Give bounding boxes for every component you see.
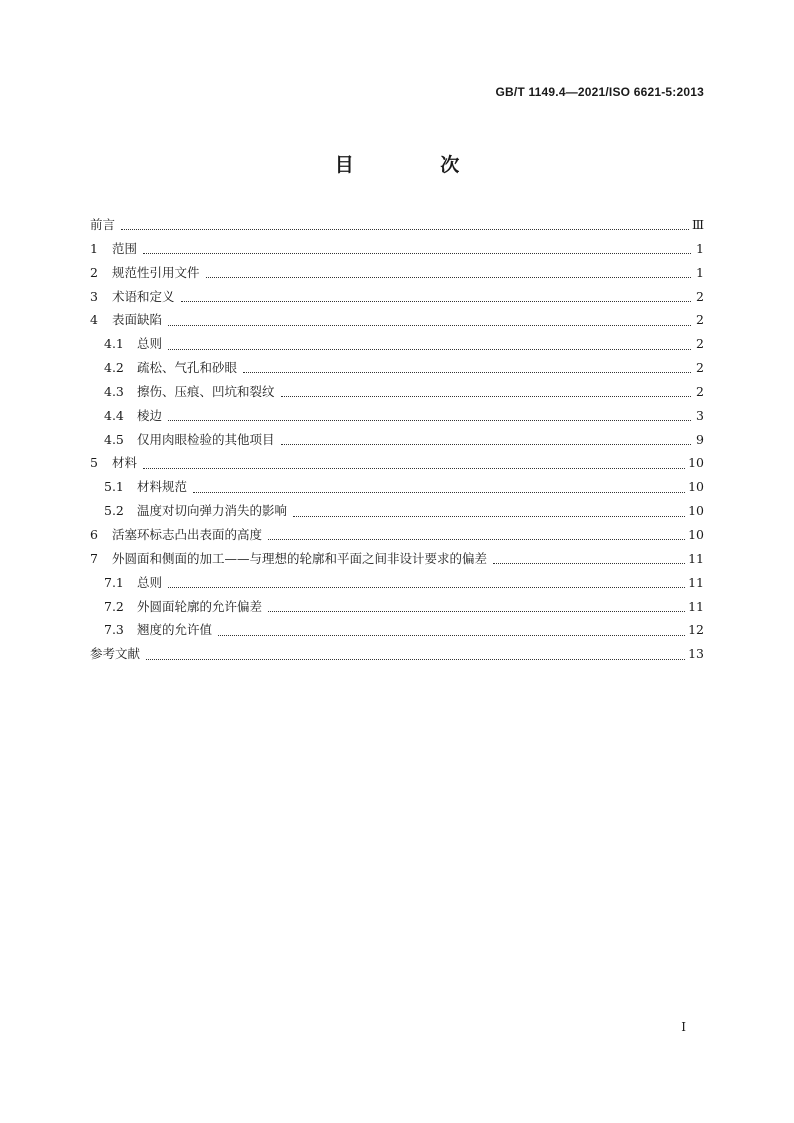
- toc-entry-page: 2: [696, 336, 704, 352]
- toc-leader-dots: [281, 396, 691, 397]
- toc-entry-label: 擦伤、压痕、凹坑和裂纹: [137, 383, 275, 399]
- toc-entry[interactable]: [90, 644, 704, 668]
- toc-entry[interactable]: [90, 620, 704, 644]
- toc-entry-label: 总则: [137, 574, 163, 590]
- toc-entry-page: 11: [688, 598, 704, 614]
- toc-entry-number: 7.1: [104, 574, 124, 590]
- toc-entry-number: 4.2: [104, 360, 124, 376]
- toc-entry-page: 11: [688, 550, 704, 566]
- toc-entry-number: 5.1: [104, 479, 124, 495]
- toc-entry-number: 5: [90, 455, 98, 471]
- toc-entry[interactable]: [90, 573, 704, 597]
- toc-entry-page: 10: [688, 455, 704, 471]
- toc-entry[interactable]: [90, 239, 704, 263]
- toc-entry[interactable]: [90, 501, 704, 525]
- toc-leader-dots: [268, 539, 685, 540]
- toc-leader-dots: [143, 468, 685, 469]
- toc-entry-page: 12: [688, 622, 704, 638]
- toc-entry-label: 总则: [137, 336, 163, 352]
- toc-entry-page: 2: [696, 312, 704, 328]
- toc-entry[interactable]: [90, 215, 704, 239]
- toc-entry-number: 6: [90, 526, 98, 542]
- toc-leader-dots: [206, 277, 691, 278]
- toc-entry[interactable]: [90, 310, 704, 334]
- toc-leader-dots: [168, 420, 691, 421]
- toc-entry[interactable]: [90, 263, 704, 287]
- toc-entry-number: 1: [90, 240, 98, 256]
- toc-entry-label: 参考文献: [90, 646, 141, 662]
- toc-entry-number: 4.5: [104, 431, 124, 447]
- toc-entry-number: 5.2: [104, 503, 124, 519]
- toc-entry[interactable]: [90, 287, 704, 311]
- toc-entry-label: 温度对切向弹力消失的影响: [137, 503, 288, 519]
- toc-entry-page: 10: [688, 479, 704, 495]
- toc-entry-label: 棱边: [137, 407, 163, 423]
- toc-entry[interactable]: [90, 334, 704, 358]
- toc-entry-page: 10: [688, 503, 704, 519]
- toc-entry-label: 规范性引用文件: [112, 264, 200, 280]
- toc-entry-number: 3: [90, 288, 98, 304]
- toc-entry-page: 13: [688, 646, 704, 662]
- toc-entry-number: 7.2: [104, 598, 124, 614]
- toc-entry-number: 2: [90, 264, 98, 280]
- toc-leader-dots: [493, 563, 685, 564]
- toc-entry-label: 仅用肉眼检验的其他项目: [137, 431, 275, 447]
- page-number: Ⅰ: [681, 1020, 686, 1034]
- toc-leader-dots: [193, 492, 685, 493]
- toc-entry-label: 外圆面轮廓的允许偏差: [137, 598, 263, 614]
- toc-leader-dots: [268, 611, 685, 612]
- toc-entry-page: 1: [696, 240, 704, 256]
- toc-entry-label: 活塞环标志凸出表面的高度: [112, 526, 263, 542]
- toc-entry-label: 疏松、气孔和砂眼: [137, 360, 238, 376]
- toc-entry-label: 材料规范: [137, 479, 188, 495]
- toc-entry[interactable]: [90, 382, 704, 406]
- toc-entry-number: 7.3: [104, 622, 124, 638]
- toc-entry-label: 术语和定义: [112, 288, 175, 304]
- toc-entry-label: 翘度的允许值: [137, 622, 213, 638]
- toc-entry-number: 4.1: [104, 336, 124, 352]
- toc-entry-label: 前言: [90, 217, 116, 232]
- toc-entry-number: 4: [90, 312, 98, 328]
- toc-leader-dots: [181, 301, 691, 302]
- toc-entry-page: 1: [696, 264, 704, 280]
- toc-leader-dots: [293, 516, 685, 517]
- toc-entry[interactable]: [90, 406, 704, 430]
- toc-entry-number: 4.4: [104, 407, 124, 423]
- toc-entry[interactable]: [90, 477, 704, 501]
- toc-leader-dots: [243, 372, 691, 373]
- toc-leader-dots: [121, 229, 689, 230]
- toc-leader-dots: [218, 635, 685, 636]
- toc-entry-label: 范围: [112, 240, 138, 256]
- toc-entry-page: 9: [696, 431, 704, 447]
- toc-entry-page: 10: [688, 526, 704, 542]
- standard-code: GB/T 1149.4—2021/ISO 6621-5:2013: [495, 85, 704, 99]
- toc-leader-dots: [168, 325, 691, 326]
- toc-entry-number: 7: [90, 550, 98, 566]
- toc-entry-label: 外圆面和侧面的加工——与理想的轮廓和平面之间非设计要求的偏差: [112, 550, 488, 566]
- toc-entry-page: 2: [696, 288, 704, 304]
- toc-leader-dots: [168, 587, 685, 588]
- page-title: 目 次: [334, 154, 500, 176]
- toc-entry[interactable]: [90, 453, 704, 477]
- toc-entry[interactable]: [90, 358, 704, 382]
- toc-entry[interactable]: [90, 549, 704, 573]
- toc-entry-label: 材料: [112, 455, 138, 471]
- toc-entry[interactable]: [90, 525, 704, 549]
- toc-entry[interactable]: [90, 430, 704, 454]
- toc-entry-page: 3: [696, 407, 704, 423]
- toc-entry-page: 11: [688, 574, 704, 590]
- toc-entry-label: 表面缺陷: [112, 312, 163, 328]
- toc-leader-dots: [146, 659, 685, 660]
- toc-leader-dots: [168, 349, 691, 350]
- toc-entry-page: 2: [696, 383, 704, 399]
- toc-leader-dots: [281, 444, 691, 445]
- toc-entry-number: 4.3: [104, 383, 124, 399]
- toc-leader-dots: [143, 253, 691, 254]
- toc-entry-page: Ⅲ: [691, 217, 704, 232]
- toc-entry[interactable]: [90, 597, 704, 621]
- toc-entry-page: 2: [696, 360, 704, 376]
- table-of-contents: [90, 215, 704, 668]
